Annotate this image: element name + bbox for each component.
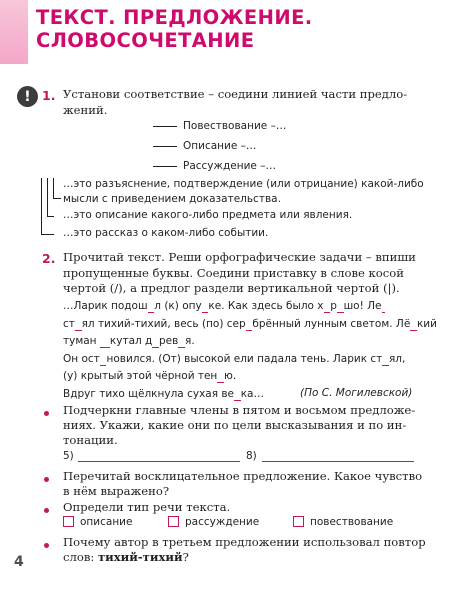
definition-reasoning[interactable]: …это разъяснение, подтверждение (или отрицание) какой-либо мысли с приведением доказательства. [63,178,424,206]
answer-label-8: 8) [246,450,257,462]
question-repetition: Почему автор в третьем предложении использовал повтор слов: тихий-тихий? [63,535,426,565]
passage-line-2: ст ял тихий-тихий, весь (по) сер брённый лунным светом. Лё кий [63,317,437,330]
option-reasoning[interactable]: рассуждение [168,515,259,530]
header-accent-bar [0,0,28,64]
option-description[interactable]: описание [63,515,132,530]
title-line-2: СЛОВОСОЧЕТАНИЕ [36,29,255,52]
page-number: 4 [14,554,24,570]
option-narration[interactable]: повествование [293,515,393,530]
term-reasoning[interactable]: Рассуждение –… [153,156,286,176]
answer-line-8[interactable] [262,461,414,462]
passage-line-3: туман кутал д рев я. [63,335,195,347]
question-speech-type: Определи тип речи текста. [63,500,231,514]
passage-line-5: (у) крытый этой чёрной тен ю. [63,370,237,382]
blank-15[interactable] [234,388,241,401]
blank-9[interactable] [100,335,110,348]
checkbox[interactable] [63,516,74,527]
bracket-inner [53,178,61,199]
checkbox[interactable] [293,516,304,527]
definition-narration[interactable]: …это рассказ о каком-либо событии. [63,227,269,239]
bullet-dot [44,508,49,513]
term-description[interactable]: Описание –… [153,136,286,156]
definition-description[interactable]: …это описание какого-либо предмета или явления. [63,209,353,221]
bullet-dot [44,411,49,416]
blank-5[interactable] [382,300,385,313]
blank-10[interactable] [152,335,159,348]
question-main-members: Подчеркни главные члены в пятом и восьмом предложе- ниях. Укажи, какие они по цели высказывания и по ин- тонации. [63,403,416,448]
checkbox[interactable] [168,516,179,527]
title-line-1: ТЕКСТ. ПРЕДЛОЖЕНИЕ. [36,6,313,29]
blank-6[interactable] [75,318,82,331]
passage-line-6: Вдруг тихо щёлкнула сухая ве ка… [63,387,264,400]
blank-13[interactable] [382,353,389,366]
answer-label-5: 5) [63,450,74,462]
blank-4[interactable] [337,300,344,313]
task-1-number: 1. [42,88,56,103]
task-1-text: Установи соответствие – соедини линией части предло- жений. [63,87,408,117]
blank-14[interactable] [217,370,224,383]
term-narration[interactable]: Повествование –… [153,116,286,136]
exclamation-icon: ! [17,86,38,107]
passage-line-4: Он ост новился. (От) высокой ели падала тень. Ларик ст ял, [63,352,406,365]
bullet-dot [44,543,49,548]
question-exclamatory: Перечитай восклицательное предложение. Какое чувство в нём выражено? [63,469,423,499]
task-2-instructions: Прочитай текст. Реши орфографические задачи – впиши пропущенные буквы. Соедини приставку в слове косой чертой (/), а предлог раздели вертикальной чертой (|). [63,250,416,295]
passage-line-1: …Ларик подош л (к) опу ке. Как здесь было х р шо! Ле [63,298,437,316]
term-list [153,116,286,176]
bullet-dot [44,477,49,482]
passage-source: (По С. Могилевской) [300,387,413,399]
page-title [36,6,313,52]
task-2-number: 2. [42,251,56,266]
blank-8[interactable] [410,318,417,331]
answer-line-5[interactable] [78,461,240,462]
